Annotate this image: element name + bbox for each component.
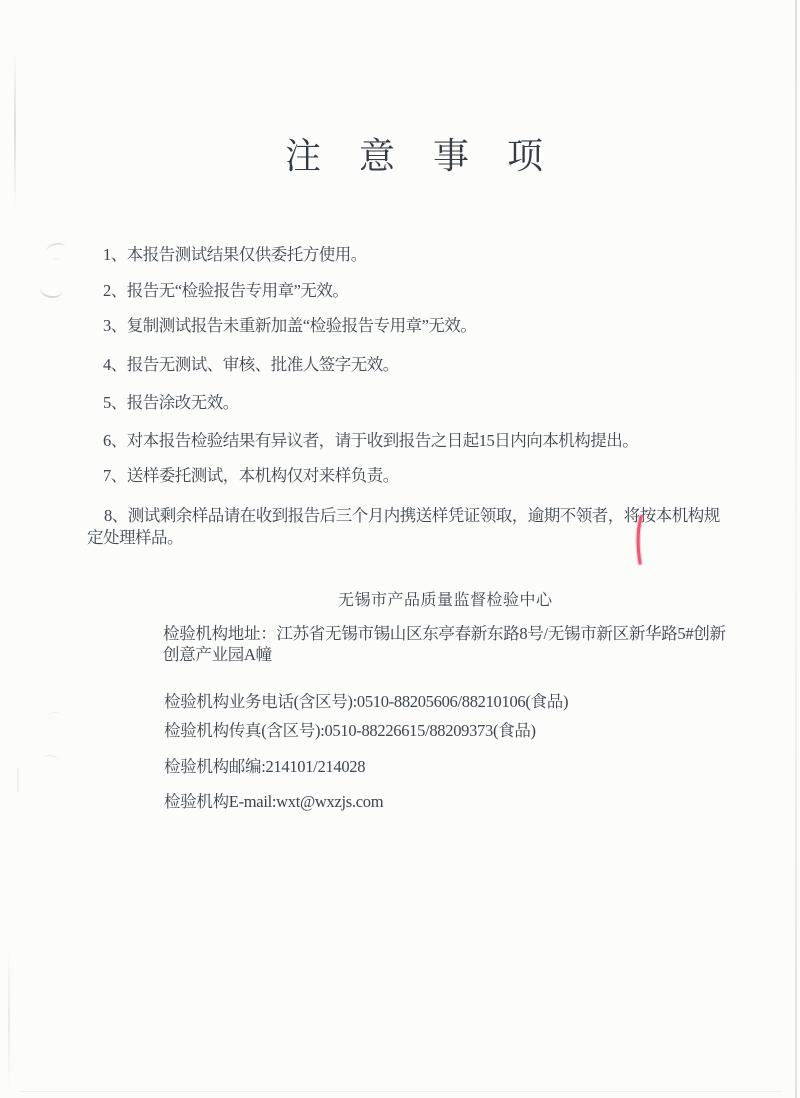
note-item-8: 8、测试剩余样品请在收到报告后三个月内携送样凭证领取，逾期不领者，将按本机构规定处理样品。	[87, 506, 720, 547]
note-item-3: 3、复制测试报告未重新加盖“检验报告专用章”无效。	[103, 316, 477, 335]
inspection-address-line2: 创意产业园A幢	[163, 645, 272, 664]
inspection-phone: 检验机构业务电话(含区号):0510-88205606/88210106(食品)	[164, 692, 569, 711]
note-item-6: 6、对本报告检验结果有异议者，请于收到报告之日起15日内向本机构提出。	[103, 431, 639, 450]
inspection-email: 检验机构E-mail:wxt@wxzjs.com	[164, 792, 384, 811]
scan-smudge	[41, 754, 59, 767]
scan-smudge	[46, 711, 62, 723]
page-title: 注意事项	[285, 136, 582, 176]
scan-smudge	[17, 768, 19, 792]
scan-smudge	[45, 241, 68, 259]
note-item-2: 2、报告无“检验报告专用章”无效。	[103, 281, 349, 300]
scan-smudge	[39, 278, 65, 299]
inspection-address	[163, 623, 738, 665]
paper-edge-shadow-left	[14, 50, 16, 210]
organization-name: 无锡市产品质量监督检验中心	[338, 592, 553, 609]
note-item-1: 1、本报告测试结果仅供委托方使用。	[103, 245, 367, 264]
note-item-4: 4、报告无测试、审核、批准人签字无效。	[103, 355, 399, 374]
inspection-postal-code: 检验机构邮编:214101/214028	[164, 757, 366, 776]
paper-edge-shadow-bottom	[20, 1091, 782, 1092]
note-item-5: 5、报告涂改无效。	[103, 393, 239, 412]
paper-edge-shadow-left-lower	[8, 945, 10, 1095]
red-pen-mark	[630, 514, 650, 566]
scan-smudge	[52, 257, 61, 265]
inspection-fax: 检验机构传真(含区号):0510-88226615/88209373(食品)	[164, 721, 536, 740]
note-item-7: 7、送样委托测试，本机构仅对来样负责。	[103, 466, 399, 485]
inspection-address-line1: 检验机构地址：江苏省无锡市锡山区东亭春新东路8号/无锡市新区新华路5#创新	[163, 624, 726, 643]
paper-edge-shadow-right	[795, 0, 797, 1098]
